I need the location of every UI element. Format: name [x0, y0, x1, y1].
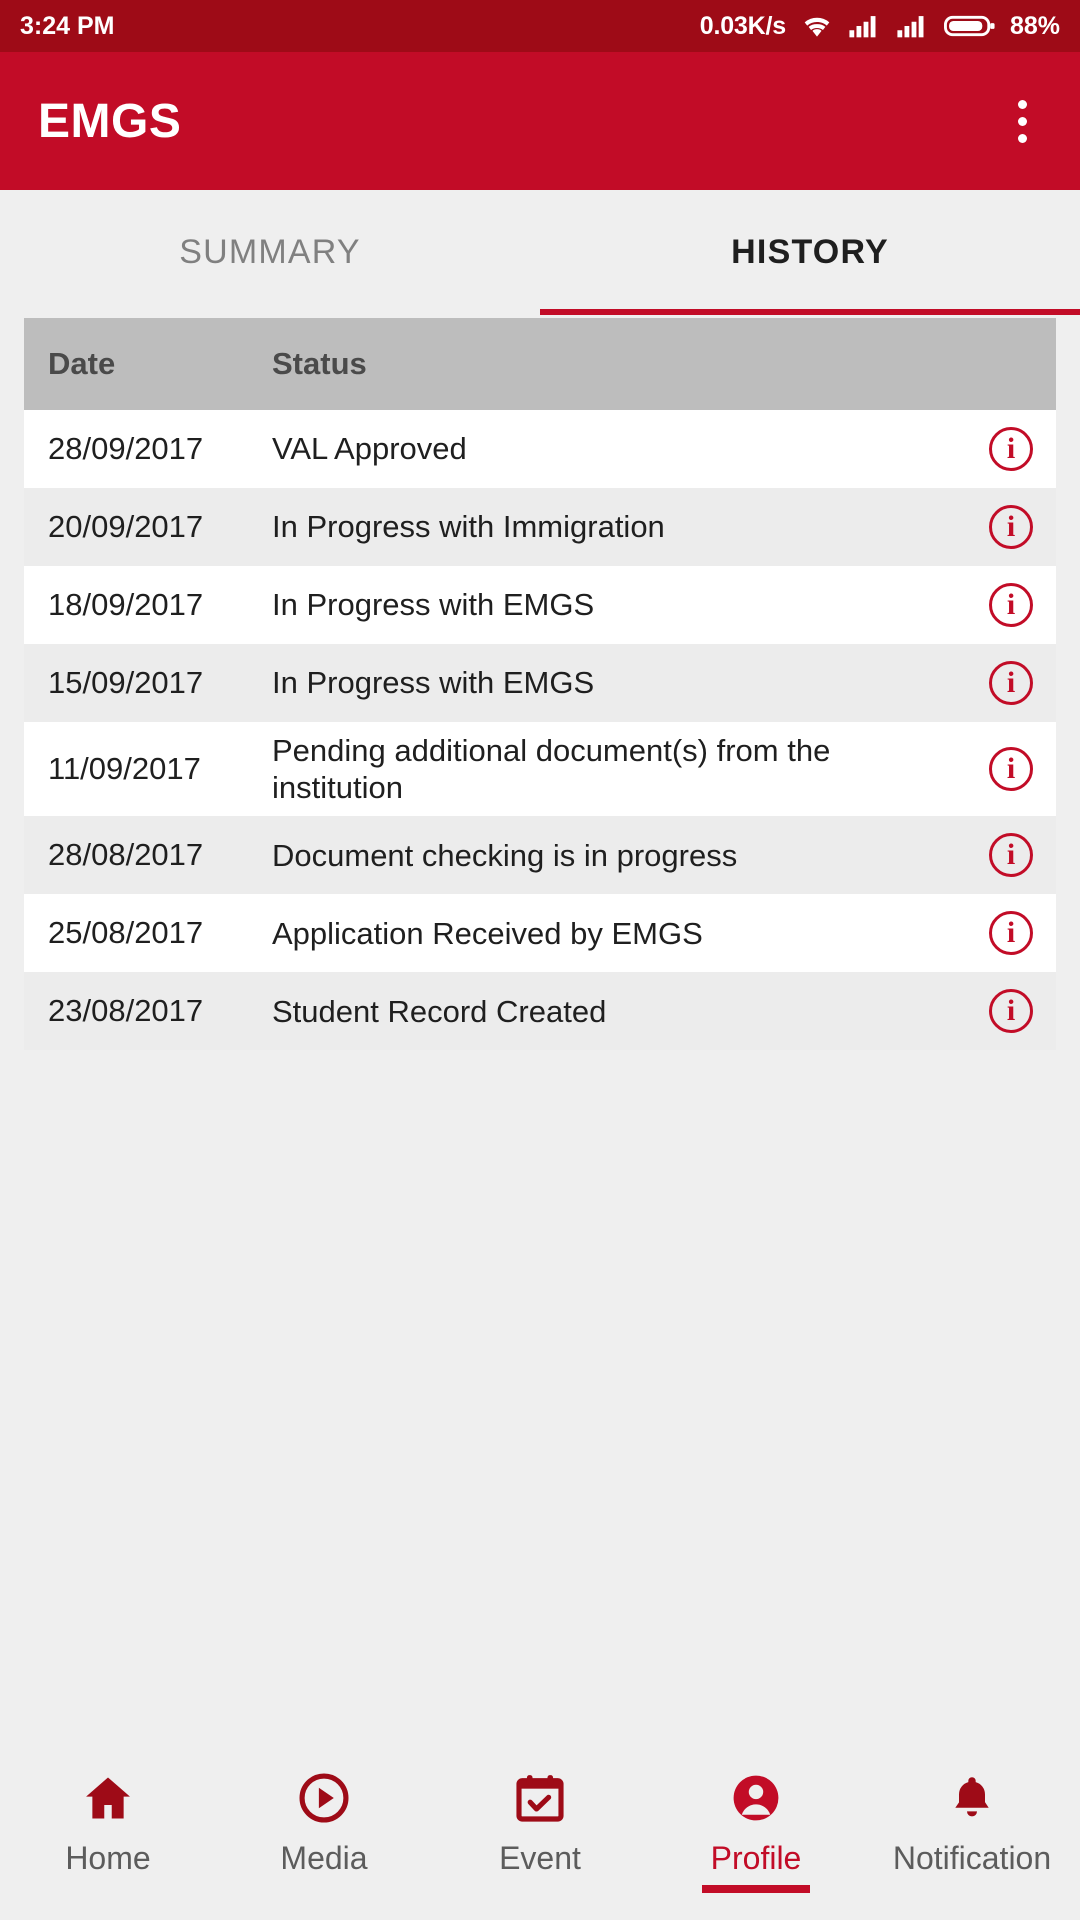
row-info-cell[interactable]: [966, 747, 1056, 791]
info-icon[interactable]: i: [989, 911, 1033, 955]
row-status: Application Received by EMGS: [272, 915, 703, 951]
info-icon[interactable]: i: [989, 427, 1033, 471]
table-row[interactable]: [24, 816, 1056, 894]
row-date: 11/09/2017: [48, 751, 201, 787]
battery-percent: 88%: [1009, 11, 1060, 40]
person-circle-icon: [727, 1768, 785, 1828]
tab-summary[interactable]: SUMMARY: [179, 233, 361, 271]
table-row[interactable]: [24, 972, 1056, 1050]
bottom-navigation: [0, 1750, 1080, 1920]
row-status: Student Record Created: [272, 993, 607, 1029]
table-row[interactable]: [24, 894, 1056, 972]
table-row[interactable]: [24, 410, 1056, 488]
wifi-icon: [800, 13, 834, 39]
table-row[interactable]: [24, 644, 1056, 722]
row-status: Document checking is in progress: [272, 837, 738, 873]
app-bar: [0, 52, 1080, 190]
app-title: EMGS: [38, 94, 182, 148]
row-info-cell[interactable]: [966, 911, 1056, 955]
tab-bar: [0, 190, 1080, 315]
row-info-cell[interactable]: [966, 833, 1056, 877]
row-info-cell[interactable]: [966, 989, 1056, 1033]
home-icon: [78, 1768, 138, 1828]
nav-item-event[interactable]: [432, 1768, 648, 1877]
info-icon[interactable]: i: [989, 747, 1033, 791]
network-speed: 0.03K/s: [699, 11, 786, 40]
play-circle-icon: [295, 1768, 353, 1828]
row-date: 20/09/2017: [48, 509, 204, 544]
overflow-menu-icon[interactable]: [1002, 89, 1042, 153]
row-info-cell[interactable]: [966, 505, 1056, 549]
nav-label-home: Home: [65, 1840, 151, 1876]
nav-item-notification[interactable]: [864, 1768, 1080, 1877]
status-indicators: [700, 12, 1060, 41]
row-info-cell[interactable]: [966, 661, 1056, 705]
row-date: 18/09/2017: [48, 587, 204, 622]
table-header-row: [24, 318, 1056, 410]
signal-bars-icon: [896, 13, 930, 39]
table-row[interactable]: [24, 566, 1056, 644]
nav-label-media: Media: [280, 1840, 368, 1876]
nav-label-notification: Notification: [892, 1840, 1052, 1876]
info-icon[interactable]: i: [989, 833, 1033, 877]
nav-item-media[interactable]: [216, 1768, 432, 1877]
row-status: Pending additional document(s) from the institution: [272, 733, 831, 806]
battery-icon: [944, 13, 996, 39]
calendar-check-icon: [512, 1768, 568, 1828]
tab-history[interactable]: HISTORY: [540, 190, 1080, 315]
table-row[interactable]: [24, 488, 1056, 566]
nav-label-event: Event: [499, 1840, 581, 1876]
row-info-cell[interactable]: [966, 427, 1056, 471]
history-table: [24, 318, 1056, 1050]
table-row[interactable]: [24, 722, 1056, 816]
info-icon[interactable]: i: [989, 583, 1033, 627]
info-icon[interactable]: i: [989, 661, 1033, 705]
row-date: 15/09/2017: [48, 665, 204, 700]
row-date: 28/08/2017: [48, 837, 204, 873]
row-date: 28/09/2017: [48, 431, 204, 466]
row-info-cell[interactable]: [966, 583, 1056, 627]
nav-label-profile: Profile: [710, 1840, 802, 1876]
column-header-date: Date: [48, 346, 116, 381]
row-status: In Progress with EMGS: [272, 665, 595, 701]
row-date: 23/08/2017: [48, 993, 204, 1029]
row-status: VAL Approved: [272, 431, 467, 467]
nav-item-profile[interactable]: [648, 1768, 864, 1877]
info-icon[interactable]: i: [989, 989, 1033, 1033]
row-date: 25/08/2017: [48, 915, 204, 951]
nav-item-home[interactable]: [0, 1768, 216, 1877]
signal-bars-icon: [848, 13, 882, 39]
row-status: In Progress with Immigration: [272, 509, 665, 545]
info-icon[interactable]: i: [989, 505, 1033, 549]
status-bar: [0, 0, 1080, 52]
status-time: 3:24 PM: [20, 11, 115, 40]
row-status: In Progress with EMGS: [272, 587, 595, 623]
column-header-status: Status: [272, 346, 367, 381]
bell-icon: [946, 1768, 998, 1828]
